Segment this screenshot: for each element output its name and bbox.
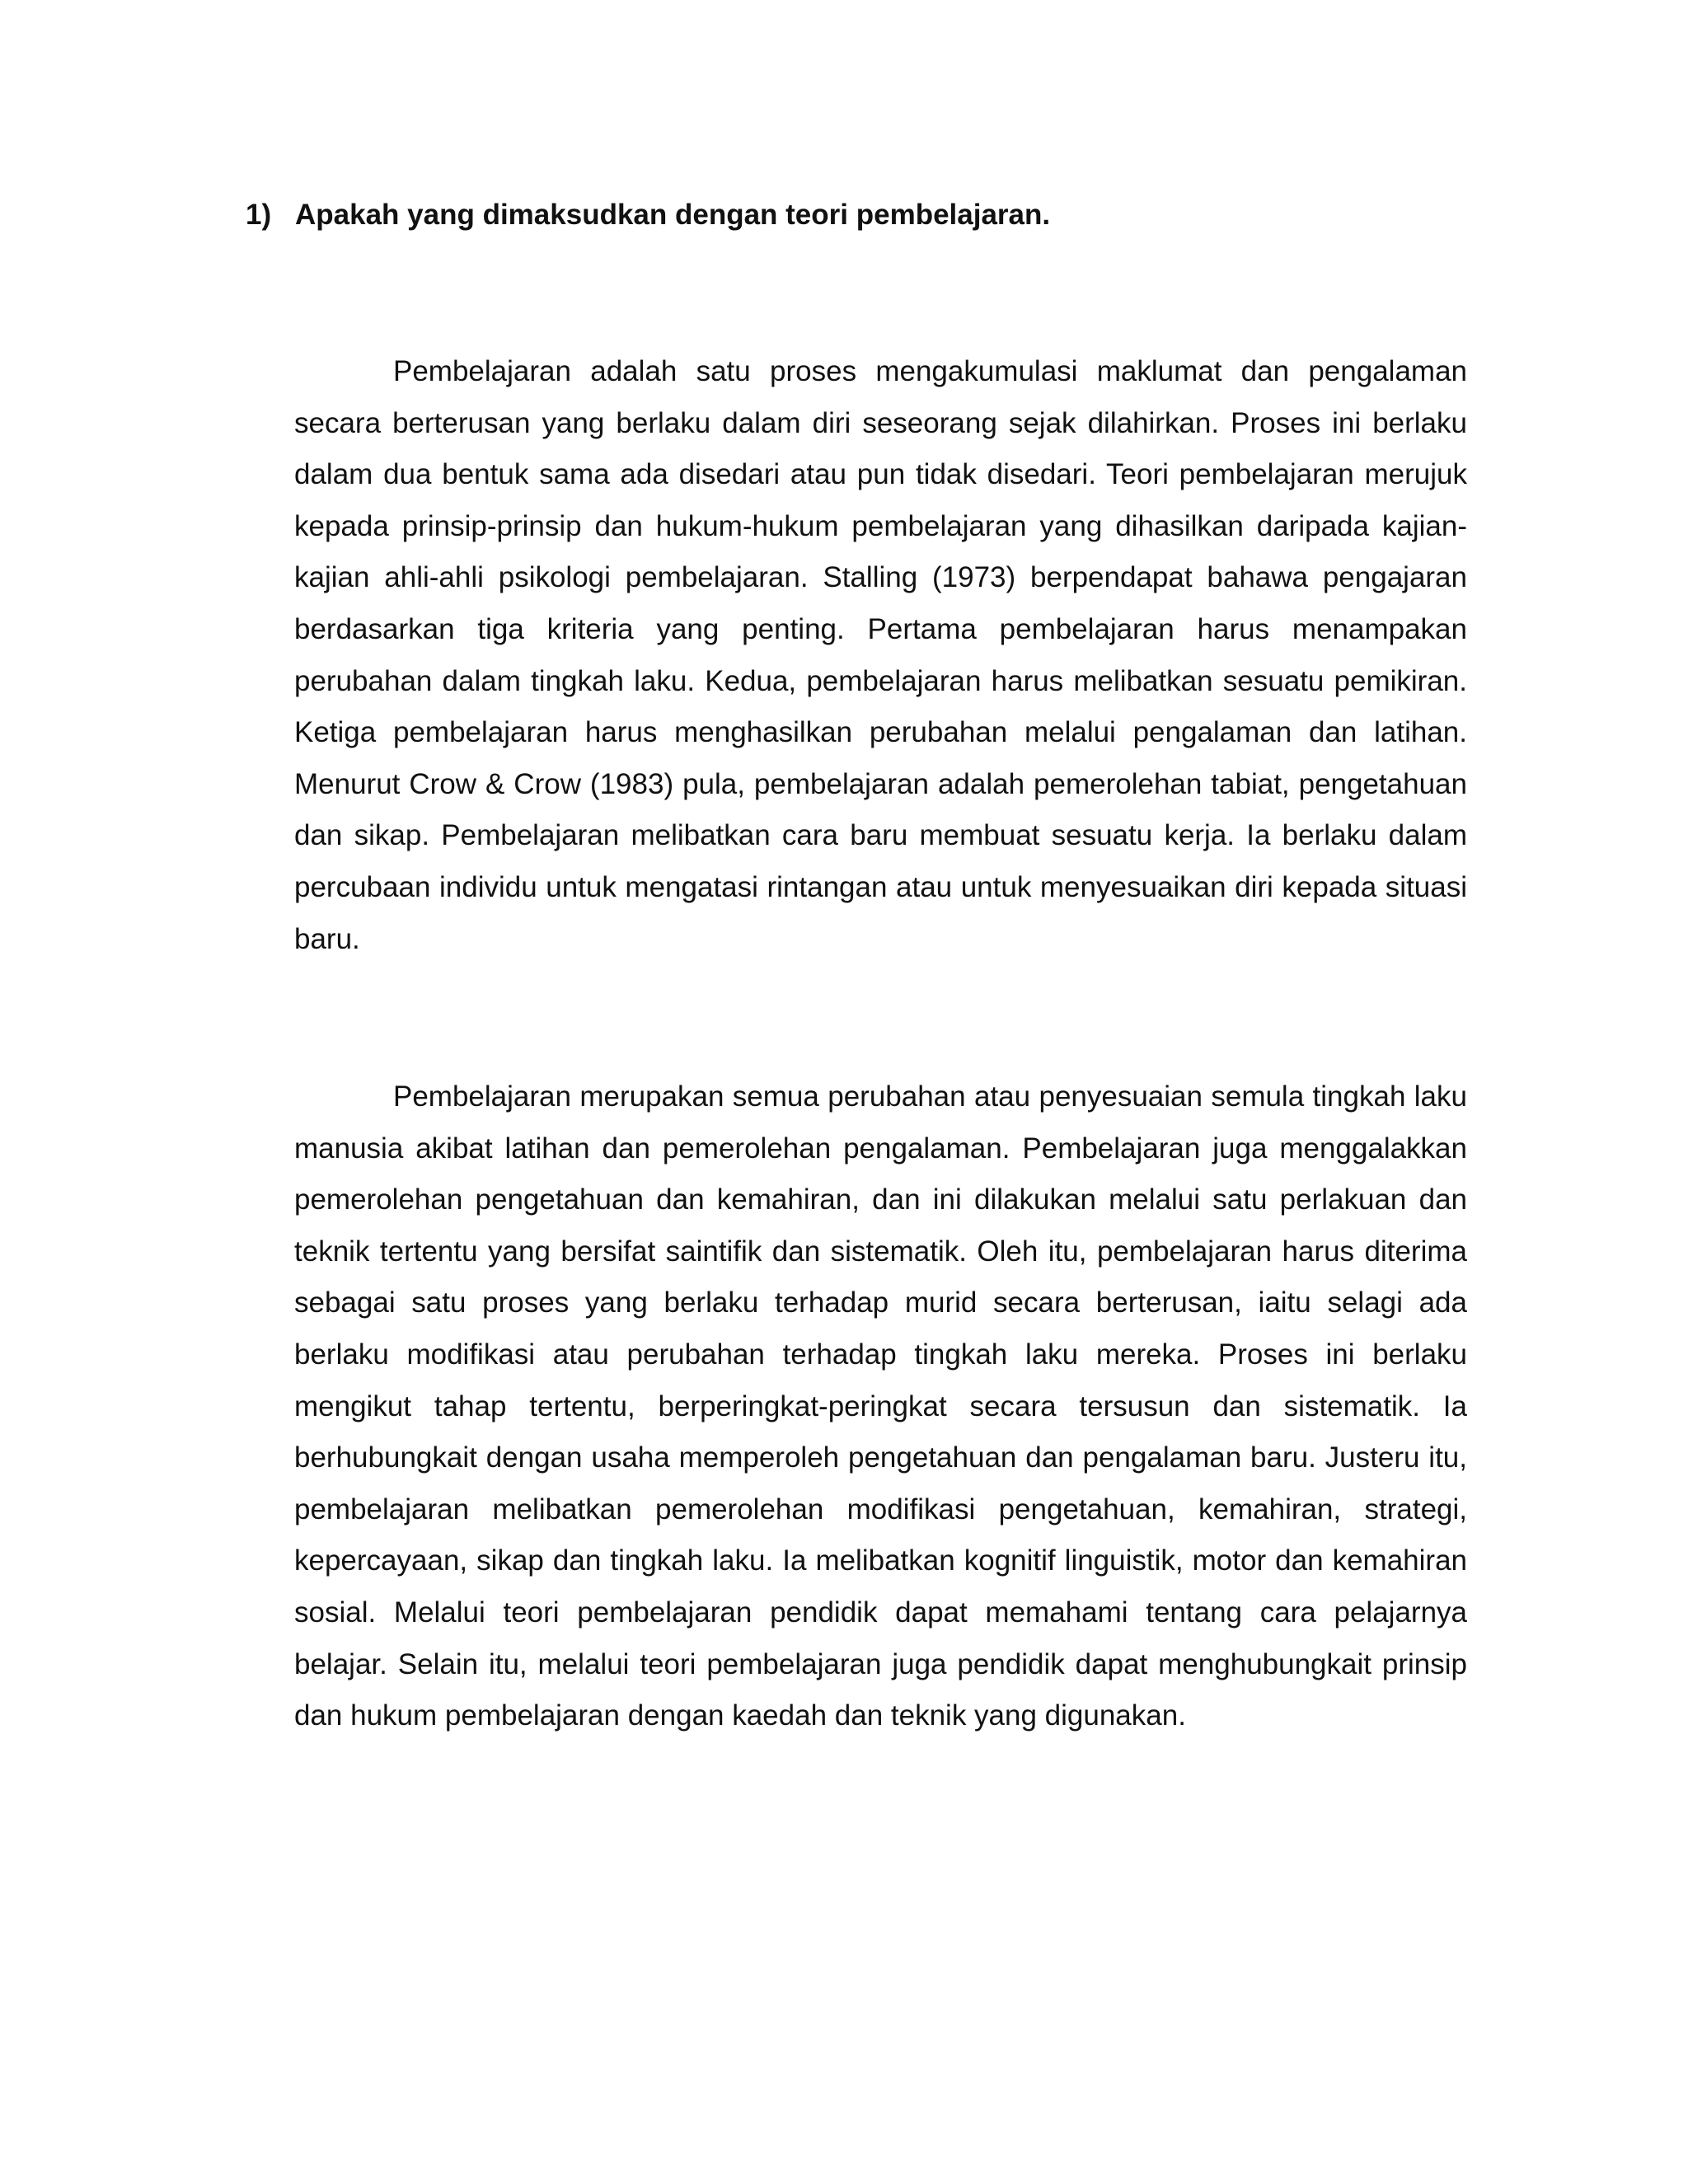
paragraph-1: Pembelajaran adalah satu proses mengakumulasi maklumat dan pengalaman secara berterusan yang berlaku dalam diri seseorang sejak dilahirkan. Proses ini berlaku dalam dua bentuk sama ada disedari atau pun tidak disedari. Teori pembelajaran merujuk kepada prinsip-prinsip dan hukum-hukum pembelajaran yang dihasilkan daripada kajian-kajian ahli-ahli psikologi pembelajaran. Stalling (1973) berpendapat bahawa pengajaran berdasarkan tiga kriteria yang penting. Pertama pembelajaran harus menampakan perubahan dalam tingkah laku. Kedua, pembelajaran harus melibatkan sesuatu pemikiran. Ketiga pembelajaran harus menghasilkan perubahan melalui pengalaman dan latihan. Menurut Crow & Crow (1983) pula, pembelajaran adalah pemerolehan tabiat, pengetahuan dan sikap. Pembelajaran melibatkan cara baru membuat sesuatu kerja. Ia berlaku dalam percubaan individu untuk mengatasi rintangan atau untuk menyesuaikan diri kepada situasi baru. bbox=[294, 355, 1467, 955]
question-number: 1) bbox=[246, 199, 272, 231]
paragraph-2: Pembelajaran merupakan semua perubahan atau penyesuaian semula tingkah laku manusia akibat latihan dan pemerolehan pengalaman. Pembelajaran juga menggalakkan pemerolehan pengetahuan dan kemahiran, dan ini dilakukan melalui satu perlakuan dan teknik tertentu yang bersifat saintifik dan sistematik. Oleh itu, pembelajaran harus diterima sebagai satu proses yang berlaku terhadap murid secara berterusan, iaitu selagi ada berlaku modifikasi atau perubahan terhadap tingkah laku mereka. Proses ini berlaku mengikut tahap tertentu, berperingkat-peringkat secara tersusun dan sistematik. Ia berhubungkait dengan usaha memperoleh pengetahuan dan pengalaman baru. Justeru itu, pembelajaran melibatkan pemerolehan modifikasi pengetahuan, kemahiran, strategi, kepercayaan, sikap dan tingkah laku. Ia melibatkan kognitif linguistik, motor dan kemahiran sosial. Melalui teori pembelajaran pendidik dapat memahami tentang cara pelajarnya belajar. Selain itu, melalui teori pembelajaran juga pendidik dapat menghubungkait prinsip dan hukum pembelajaran dengan kaedah dan teknik yang digunakan. bbox=[294, 1080, 1467, 1732]
question-text: Apakah yang dimaksudkan dengan teori pembelajaran. bbox=[295, 199, 1051, 231]
question-heading bbox=[246, 194, 1482, 236]
